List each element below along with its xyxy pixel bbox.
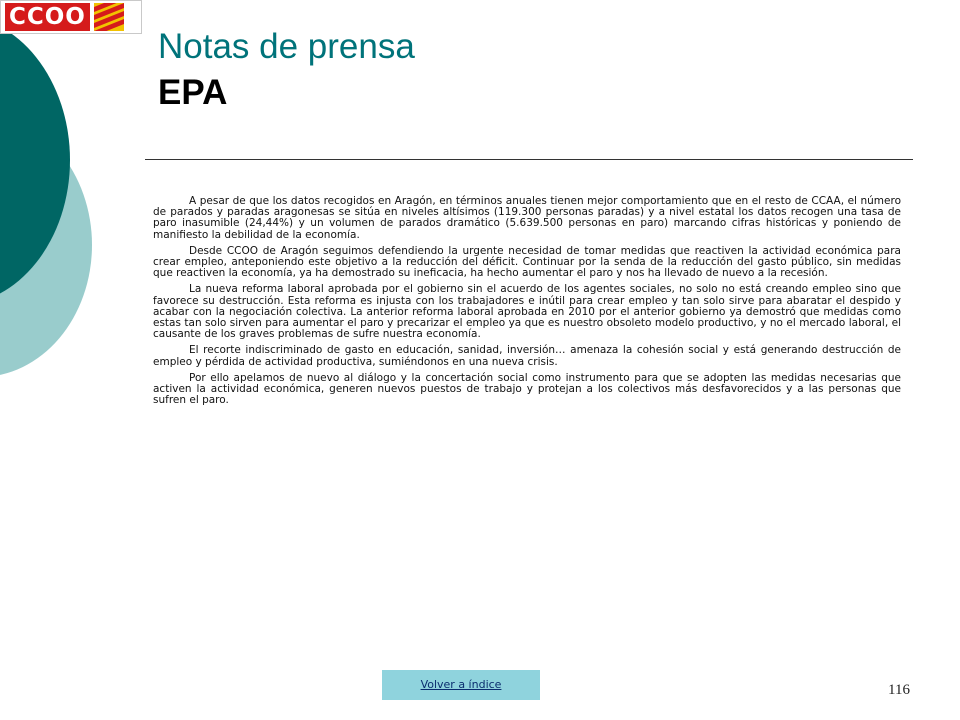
logo-text: CCOO [5,3,90,31]
page-number: 116 [888,682,910,698]
paragraph: Por ello apelamos de nuevo al diálogo y la concertación social como instrumento para que se adopten las medidas necesarias que activen la actividad económica, generen nuevos puestos de trabajo y protejan a los colectivos más desfavorecidos y a las personas que sufren el paro. [153,371,901,407]
aragon-flag-icon [94,3,124,31]
page-subtitle: EPA [158,73,228,112]
paragraph: Desde CCOO de Aragón seguimos defendiendo la urgente necesidad de tomar medidas que reactiven la actividad económica para crear empleo, anteponiendo este objetivo a la reducción del déficit. Continuar por la senda de la reducción del gasto público, sin medidas que reactiven la economía, ya ha demostrado su ineficacia, ha hecho aumentar el paro y nos ha llevado de nuevo a la recesión. [153,244,901,280]
back-to-index-button[interactable]: Volver a índice [382,670,540,700]
title-divider [145,159,913,160]
decorative-circles [0,0,160,400]
paragraph: El recorte indiscriminado de gasto en educación, sanidad, inversión… amenaza la cohesión social y está generando destrucción de empleo y pérdida de actividad productiva, sumiéndonos en una nueva crisis. [153,344,901,368]
paragraph: A pesar de que los datos recogidos en Aragón, en términos anuales tienen mejor comportamiento que en el resto de CCAA, el número de parados y paradas aragonesas se sitúa en niveles altísimos (119.300 personas paradas) y a nivel estatal los datos recogen una tasa de paro inasumible (24,44%) y un volumen de parados dramático (5.639.500 personas en paro) marcando cifras históricas y poniendo de manifiesto la debilidad de la economía. [153,195,901,241]
ccoo-logo [0,0,142,34]
page-title: Notas de prensa [158,27,415,66]
press-release-body [153,196,901,411]
paragraph: La nueva reforma laboral aprobada por el gobierno sin el acuerdo de los agentes sociales, no solo no está creando empleo sino que favorece su destrucción. Esta reforma es injusta con los trabajadores e inútil para crear empleo y tan solo sirve para abaratar el despido y acabar con la negociación colectiva. La anterior reforma laboral aprobada en 2010 por el anterior gobierno ya demostró que medidas como estas tan solo sirven para aumentar el paro y precarizar el empleo ya que es nuestro obsoleto modelo productivo, y no el mercado laboral, el causante de los graves problemas de sufre nuestra economía. [153,283,901,341]
